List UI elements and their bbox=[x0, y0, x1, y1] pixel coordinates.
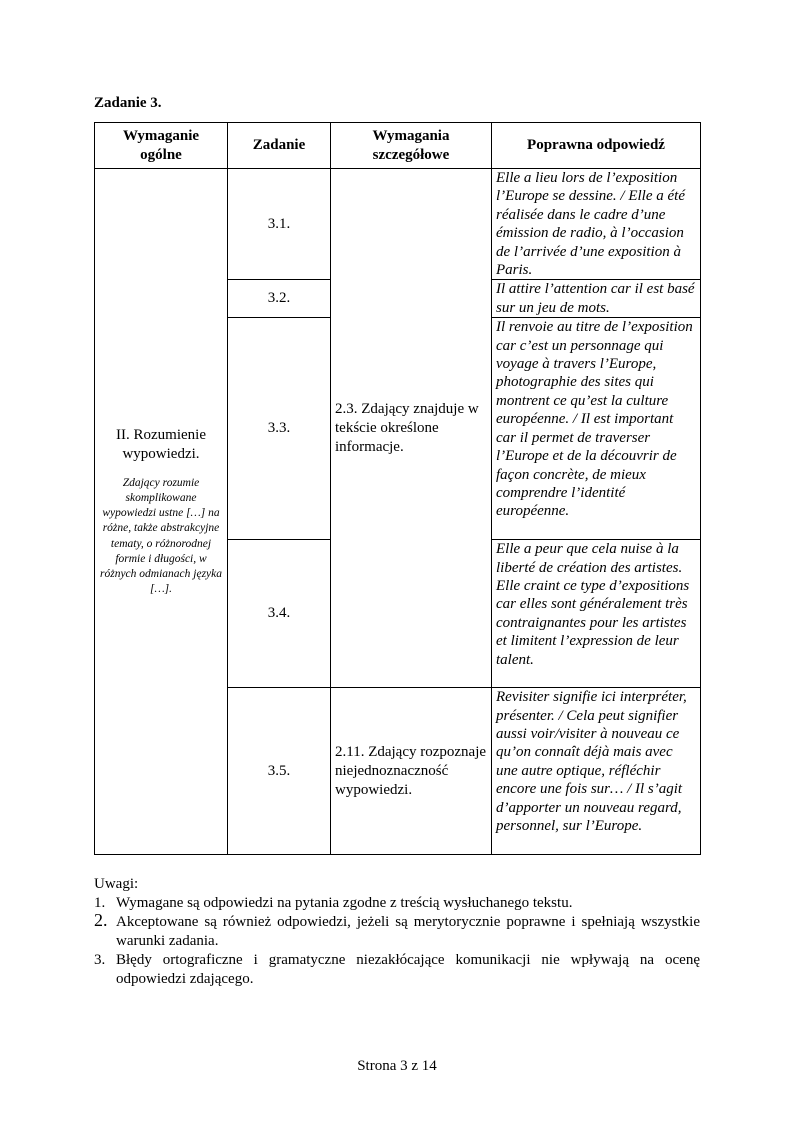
notes-section bbox=[94, 875, 700, 989]
note-item bbox=[94, 951, 700, 989]
header-specific-requirements: Wymagania szczegółowe bbox=[331, 123, 492, 169]
header-general-requirement: Wymaganie ogólne bbox=[95, 123, 228, 169]
answer-cell: Elle a lieu lors de l’exposition l’Europe se dessine. / Elle a été réalisée dans le cadre d’une émission de radio, à l’occasion de l’arrivée d’une exposition à Paris. bbox=[492, 169, 701, 280]
specific-requirement-cell: 2.11. Zdający rozpoznaje niejednoznaczność wypowiedzi. bbox=[331, 688, 492, 855]
notes-title: Uwagi: bbox=[94, 876, 139, 892]
task-heading: Zadanie 3. bbox=[94, 95, 162, 111]
answer-cell: Revisiter signifie ici interpréter, présenter. / Cela peut signifier aussi voir/visiter à nouveau ce qu’on connaît déjà mais avec une autre optique, réfléchir encore une fois sur… / Il s’agit d’apporter un nouveau regard, personnel, sur l’Europe. bbox=[492, 688, 701, 855]
general-requirement-description: Zdający rozumie skomplikowane wypowiedzi ustne […] na różne, także abstrakcyjne tematy, o różnorodnej formie i długości, w różnych odmianach języka […]. bbox=[100, 476, 222, 596]
note-text: Wymagane są odpowiedzi na pytania zgodne z treścią wysłuchanego tekstu. bbox=[116, 895, 573, 911]
header-task: Zadanie bbox=[228, 123, 331, 169]
task-number: 3.4. bbox=[228, 540, 331, 688]
note-item bbox=[94, 894, 700, 913]
task-number: 3.5. bbox=[228, 688, 331, 855]
header-correct-answer: Poprawna odpowiedź bbox=[492, 123, 701, 169]
notes-list bbox=[94, 894, 700, 989]
general-requirement-cell bbox=[95, 169, 228, 855]
task-number: 3.1. bbox=[228, 169, 331, 280]
page-footer: Strona 3 z 14 bbox=[357, 1058, 437, 1074]
task-number: 3.3. bbox=[228, 318, 331, 540]
answer-cell: Il renvoie au titre de l’exposition car c’est un personnage qui voyage à travers l’Europe, photographie des sites qui montrent ce qu’est la culture européenne. / Il est important car il permet de traverser l’Europe et de la découvrir de façon concrète, de mieux comprendre l’identité européenne. bbox=[492, 318, 701, 540]
note-item bbox=[94, 910, 700, 951]
answer-cell: Elle a peur que cela nuise à la liberté de création des artistes. Elle craint ce type d’expositions car elles sont généralement très contraignantes pour les artistes et limitent l’expression de leur talent. bbox=[492, 540, 701, 688]
answer-key-table bbox=[94, 122, 701, 855]
specific-requirement-cell: 2.3. Zdający znajduje w tekście określone informacje. bbox=[331, 169, 492, 688]
task-number: 3.2. bbox=[228, 280, 331, 318]
table-row bbox=[95, 169, 701, 280]
general-requirement-title: II. Rozumienie wypowiedzi. bbox=[116, 426, 206, 462]
note-number: 2. bbox=[94, 910, 108, 930]
note-text: Akceptowane są również odpowiedzi, jeżeli są merytorycznie poprawne i spełniają wszystkie warunki zadania. bbox=[116, 914, 700, 949]
table-header-row bbox=[95, 123, 701, 169]
note-number: 3. bbox=[94, 952, 106, 968]
note-text: Błędy ortograficzne i gramatyczne niezakłócające komunikacji nie wpływają na ocenę odpowiedzi zdającego. bbox=[116, 952, 700, 987]
answer-cell: Il attire l’attention car il est basé sur un jeu de mots. bbox=[492, 280, 701, 318]
note-number: 1. bbox=[94, 895, 106, 911]
